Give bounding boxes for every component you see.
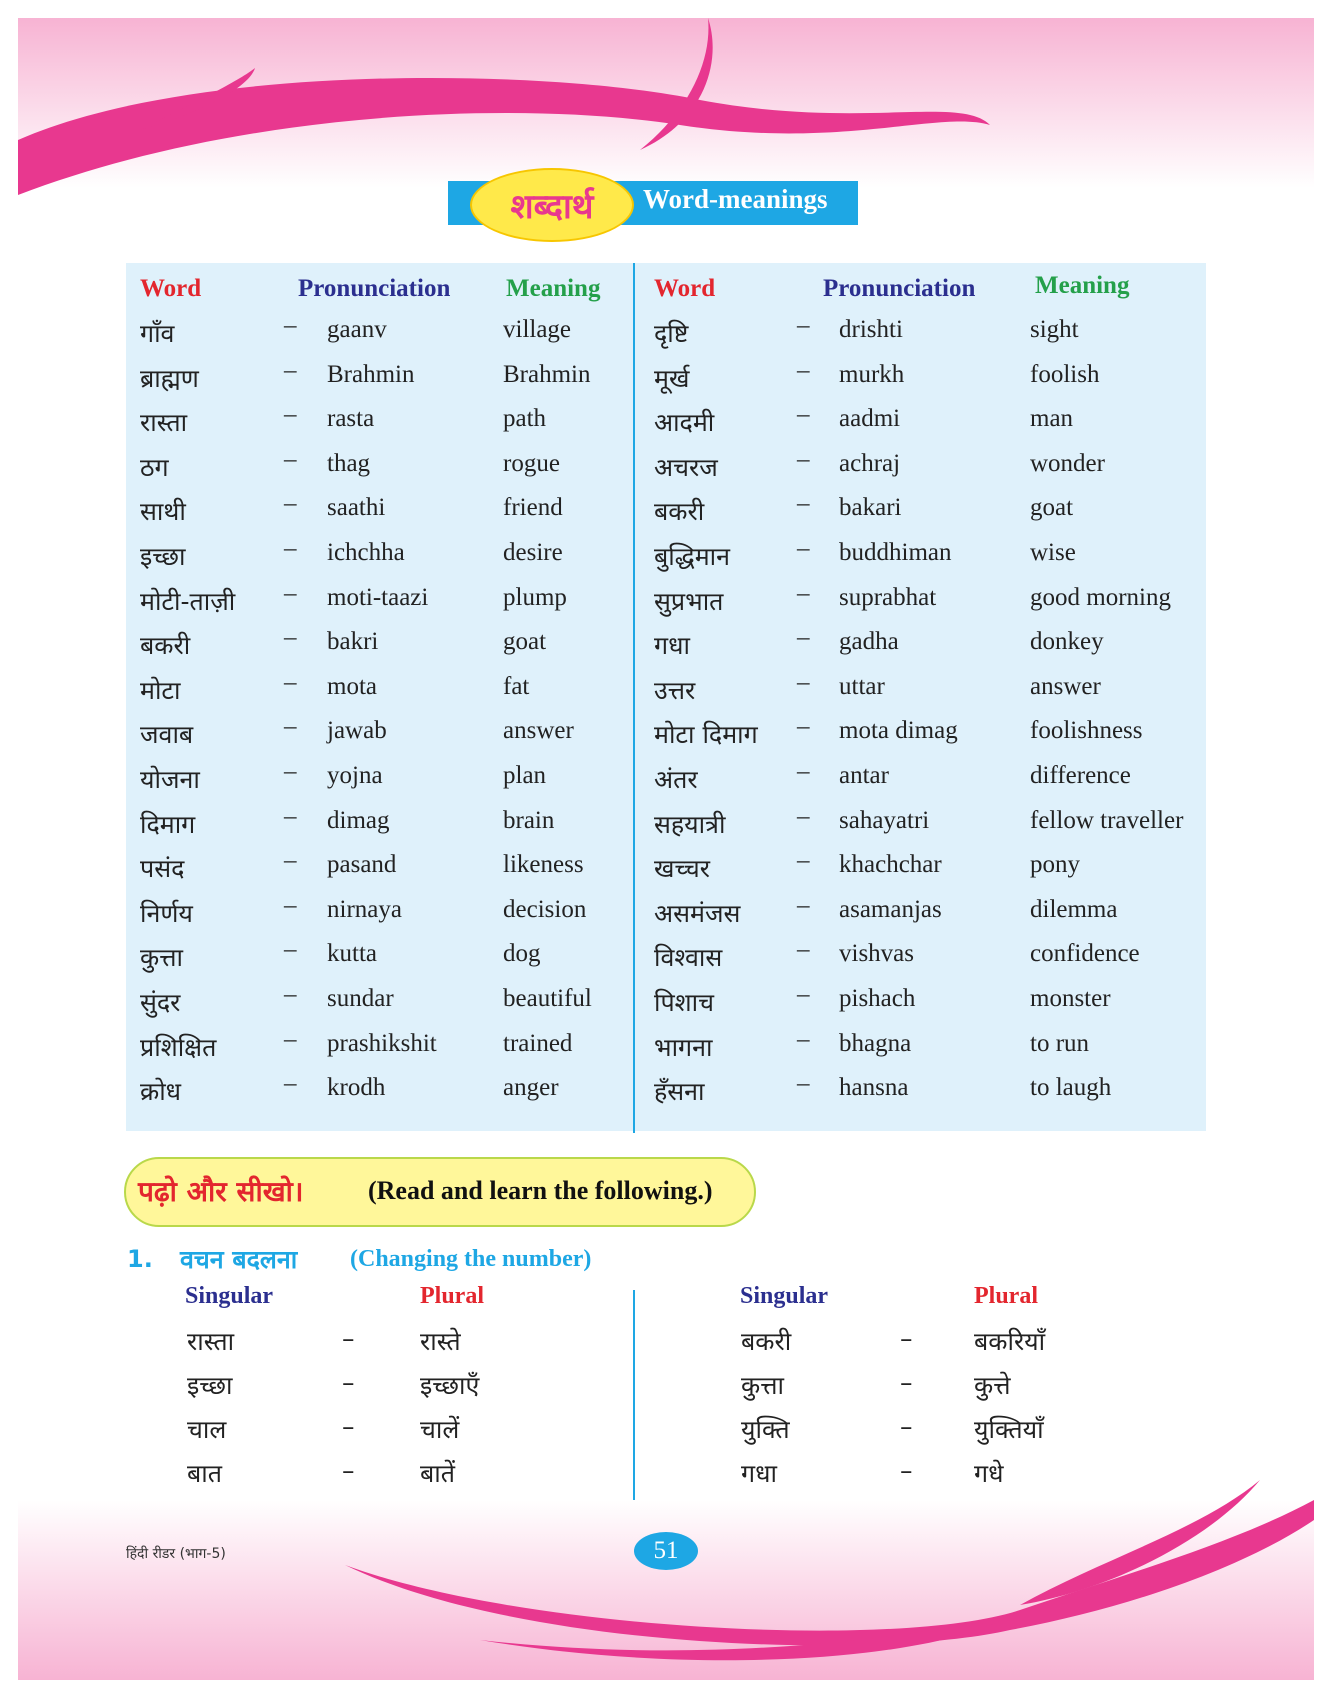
vocab-word: योजना [140, 765, 200, 794]
section-title-english: (Changing the number) [350, 1246, 592, 1272]
vocab-meaning: Brahmin [503, 360, 591, 388]
vocab-word: कुत्ता [140, 943, 183, 973]
vocab-dash: – [797, 579, 810, 607]
vocab-dash: – [797, 445, 810, 473]
vocab-meaning: confidence [1030, 940, 1140, 968]
vocab-pronunciation: pasand [327, 851, 397, 879]
vocab-dash: – [284, 936, 297, 964]
right-vocab-row [0, 356, 1332, 405]
vocab-pronunciation: dimag [327, 806, 390, 834]
vocab-pronunciation: jawab [327, 717, 387, 745]
vocab-meaning: answer [503, 717, 574, 745]
right-number-dash: – [900, 1368, 913, 1397]
vocab-word: मूर्ख [654, 363, 690, 393]
vocab-word: निर्णय [140, 898, 193, 928]
vocab-word: खच्चर [654, 854, 710, 884]
vocab-dash: – [797, 847, 810, 875]
vocab-dash: – [284, 847, 297, 875]
vocab-pronunciation: gadha [839, 628, 899, 656]
vocab-pronunciation: bakri [327, 628, 379, 656]
vocab-meaning: pony [1030, 851, 1080, 879]
vocab-pronunciation: aadmi [839, 405, 901, 433]
vocab-word: जवाब [140, 720, 194, 750]
vocab-dash: – [284, 624, 297, 652]
vocab-meaning: plan [503, 762, 547, 789]
vocab-word: अचरज [654, 452, 718, 482]
vocab-meaning: dilemma [1030, 895, 1118, 923]
vocab-dash: – [284, 490, 297, 518]
vocab-word: मोटा [140, 675, 181, 705]
vocab-word: पसंद [140, 854, 185, 884]
right-header-meaning: Meaning [1035, 272, 1130, 299]
left-header-meaning: Meaning [506, 275, 601, 302]
vocab-pronunciation: suprabhat [839, 583, 937, 611]
vocab-dash: – [284, 802, 297, 830]
vocab-meaning: answer [1030, 672, 1101, 700]
vocab-dash: – [284, 1025, 297, 1053]
title-english: Word-meanings [643, 184, 828, 214]
vocab-pronunciation: Brahmin [327, 360, 415, 388]
right-header-plural: Plural [974, 1283, 1038, 1309]
vocab-word: असमंजस [654, 898, 741, 928]
vocab-meaning: foolish [1030, 360, 1100, 388]
vocab-dash: – [284, 713, 297, 741]
vocab-pronunciation: gaanv [327, 316, 387, 343]
vocab-meaning: to laugh [1030, 1074, 1112, 1102]
vocab-dash: – [284, 981, 297, 1008]
vocab-meaning: dog [503, 940, 541, 968]
left-header-pronunciation: Pronunciation [298, 275, 451, 302]
right-vocab-row [0, 1070, 1332, 1118]
vocab-word: दृष्टि [654, 319, 689, 348]
vocab-dash: – [284, 891, 297, 919]
vocab-pronunciation: drishti [839, 316, 903, 343]
left-plural-word: बातें [420, 1459, 456, 1488]
learn-heading-english: (Read and learn the following.) [368, 1176, 713, 1205]
vocab-word: पिशाच [654, 988, 715, 1017]
vocab-word: बुद्धिमान [654, 542, 731, 571]
vocab-meaning: donkey [1030, 628, 1104, 656]
right-number-dash: – [900, 1324, 913, 1353]
right-vocab-row [0, 802, 1332, 851]
section-number: 1. [127, 1245, 153, 1273]
vocab-pronunciation: antar [839, 762, 889, 789]
vocab-dash: – [284, 758, 297, 785]
right-plural-word: युक्तियाँ [974, 1415, 1044, 1444]
title-hindi: शब्दार्थ [510, 187, 594, 227]
left-header-word: Word [140, 275, 202, 302]
vocab-pronunciation: achraj [839, 449, 901, 477]
vocab-word: प्रशिक्षित [140, 1032, 217, 1062]
right-vocab-row [0, 847, 1332, 895]
vocab-pronunciation: bhagna [839, 1029, 912, 1057]
vocab-meaning: likeness [503, 851, 584, 879]
right-number-dash: – [900, 1456, 913, 1485]
vocab-pronunciation: nirnaya [327, 895, 402, 923]
vocab-meaning: anger [503, 1074, 559, 1102]
vocab-word: गधा [654, 631, 690, 661]
right-vocab-row [0, 891, 1332, 940]
vocab-meaning: decision [503, 895, 587, 923]
vocab-pronunciation: mota [327, 672, 377, 700]
vocab-pronunciation: khachchar [839, 851, 942, 879]
vocab-pronunciation: pishach [839, 985, 916, 1012]
vocab-dash: – [284, 579, 297, 607]
vocab-pronunciation: hansna [839, 1074, 909, 1102]
vocab-dash: – [797, 535, 810, 562]
vocab-pronunciation: krodh [327, 1074, 386, 1102]
left-header-plural: Plural [420, 1283, 484, 1309]
vocab-meaning: desire [503, 539, 563, 566]
vocab-pronunciation: rasta [327, 405, 375, 433]
vocab-word: इच्छा [140, 542, 186, 571]
vocab-meaning: rogue [503, 449, 560, 477]
section-title-hindi: वचन बदलना [180, 1245, 298, 1274]
right-singular-word: कुत्ता [741, 1371, 784, 1400]
vocab-dash: – [797, 401, 810, 429]
right-vocab-row [0, 1025, 1332, 1074]
right-vocab-row [0, 981, 1332, 1029]
vocab-dash: – [284, 445, 297, 473]
vocab-meaning: goat [503, 628, 547, 656]
right-vocab-row [0, 490, 1332, 538]
learn-heading-hindi: पढ़ो और सीखो। [138, 1175, 304, 1208]
vocab-dash: – [284, 1070, 297, 1098]
right-vocab-row [0, 668, 1332, 717]
vocab-meaning: foolishness [1030, 717, 1143, 745]
vocab-word: अंतर [654, 765, 698, 794]
right-vocab-row [0, 445, 1332, 494]
book-title: हिंदी रीडर (भाग-5) [126, 1546, 226, 1562]
right-header-singular: Singular [740, 1283, 829, 1309]
vocab-meaning: wise [1030, 539, 1076, 566]
vocab-word: बकरी [140, 631, 191, 661]
vocab-word: दिमाग [140, 809, 196, 839]
right-vocab-row [0, 758, 1332, 806]
vocab-meaning: path [503, 405, 547, 433]
vocab-word: साथी [140, 497, 186, 527]
vocab-meaning: beautiful [503, 985, 592, 1012]
vocab-dash: – [797, 490, 810, 518]
right-vocab-row [0, 936, 1332, 984]
vocab-meaning: brain [503, 806, 555, 834]
right-vocab-row [0, 312, 1332, 360]
vocab-meaning: trained [503, 1029, 573, 1057]
vocab-dash: – [797, 668, 810, 696]
vocab-meaning: difference [1030, 762, 1131, 789]
right-number-dash: – [900, 1412, 913, 1441]
vocab-word: क्रोध [140, 1077, 182, 1107]
vocab-meaning: goat [1030, 494, 1074, 522]
vocab-meaning: sight [1030, 316, 1079, 343]
vocab-pronunciation: uttar [839, 672, 885, 700]
vocab-meaning: friend [503, 494, 563, 522]
vocab-dash: – [284, 356, 297, 384]
vocab-pronunciation: yojna [327, 762, 383, 789]
vocab-word: हँसना [654, 1077, 705, 1107]
vocab-word: ठग [140, 452, 169, 482]
vocab-word: रास्ता [140, 408, 188, 438]
vocab-dash: – [284, 312, 297, 339]
right-plural-word: कुत्ते [974, 1371, 1011, 1400]
vocab-word: भागना [654, 1032, 713, 1062]
right-singular-word: युक्ति [741, 1415, 790, 1444]
left-singular-word: चाल [187, 1415, 227, 1444]
vocab-meaning: monster [1030, 985, 1111, 1012]
vocab-pronunciation: buddhiman [839, 539, 952, 566]
page-number: 51 [634, 1532, 698, 1570]
vocab-pronunciation: prashikshit [327, 1029, 437, 1057]
vocab-dash: – [284, 668, 297, 696]
vocab-pronunciation: mota dimag [839, 717, 958, 745]
vocab-word: सुंदर [140, 988, 181, 1017]
vocab-meaning: fellow traveller [1030, 806, 1184, 834]
vocab-dash: – [797, 356, 810, 384]
vocab-dash: – [284, 535, 297, 562]
vocab-word: मोटी-ताज़ी [140, 586, 236, 616]
vocab-word: मोटा दिमाग [654, 720, 758, 750]
left-number-dash: – [342, 1368, 355, 1397]
vocab-pronunciation: thag [327, 449, 371, 477]
left-singular-word: बात [187, 1459, 223, 1488]
vocab-pronunciation: vishvas [839, 940, 914, 968]
vocab-dash: – [797, 802, 810, 830]
right-vocab-row [0, 401, 1332, 449]
vocab-meaning: fat [503, 672, 530, 700]
vocab-dash: – [284, 401, 297, 429]
left-singular-word: रास्ता [187, 1327, 235, 1356]
vocab-pronunciation: bakari [839, 494, 902, 522]
left-header-singular: Singular [185, 1283, 274, 1309]
vocab-pronunciation: sahayatri [839, 806, 930, 834]
vocab-dash: – [797, 713, 810, 741]
left-number-dash: – [342, 1412, 355, 1441]
vocab-pronunciation: sundar [327, 985, 394, 1012]
right-plural-word: गधे [974, 1459, 1004, 1488]
vocab-meaning: man [1030, 405, 1074, 433]
vocab-dash: – [797, 624, 810, 652]
left-plural-word: इच्छाएँ [420, 1371, 480, 1400]
vocab-dash: – [797, 312, 810, 339]
vocab-word: ब्राह्मण [140, 363, 199, 393]
right-header-pronunciation: Pronunciation [823, 275, 976, 302]
vocab-dash: – [797, 1025, 810, 1053]
vocab-dash: – [797, 891, 810, 919]
vocab-meaning: wonder [1030, 449, 1105, 477]
right-header-word: Word [654, 275, 716, 302]
vocab-meaning: good morning [1030, 583, 1171, 611]
vocab-meaning: to run [1030, 1029, 1090, 1057]
vocab-word: सुप्रभात [654, 586, 724, 616]
right-singular-word: बकरी [741, 1327, 792, 1356]
vocab-word: आदमी [654, 408, 715, 438]
vocab-pronunciation: moti-taazi [327, 583, 429, 611]
vocab-meaning: plump [503, 583, 567, 611]
vocab-word: बकरी [654, 497, 705, 527]
vocab-word: उत्तर [654, 675, 696, 705]
vocab-pronunciation: saathi [327, 494, 386, 522]
right-vocab-row [0, 579, 1332, 628]
left-singular-word: इच्छा [187, 1371, 233, 1400]
vocab-pronunciation: asamanjas [839, 895, 942, 923]
vocab-pronunciation: kutta [327, 940, 377, 968]
number-divider [633, 1290, 635, 1500]
title-oval [470, 168, 634, 242]
vocab-dash: – [797, 981, 810, 1008]
vocab-pronunciation: murkh [839, 360, 905, 388]
right-vocab-row [0, 713, 1332, 761]
left-number-dash: – [342, 1456, 355, 1485]
left-plural-word: रास्ते [420, 1327, 461, 1356]
right-singular-word: गधा [741, 1459, 777, 1488]
left-plural-word: चालें [420, 1415, 460, 1444]
right-vocab-row [0, 535, 1332, 583]
vocab-dash: – [797, 1070, 810, 1098]
vocab-dash: – [797, 936, 810, 964]
vocab-meaning: village [503, 316, 572, 343]
vocab-word: विश्वास [654, 943, 723, 973]
vocab-pronunciation: ichchha [327, 539, 405, 566]
right-vocab-row [0, 624, 1332, 672]
vocab-word: सहयात्री [654, 809, 726, 839]
right-plural-word: बकरियाँ [974, 1327, 1046, 1356]
vocab-dash: – [797, 758, 810, 785]
vocab-word: गाँव [140, 319, 175, 348]
left-number-dash: – [342, 1324, 355, 1353]
